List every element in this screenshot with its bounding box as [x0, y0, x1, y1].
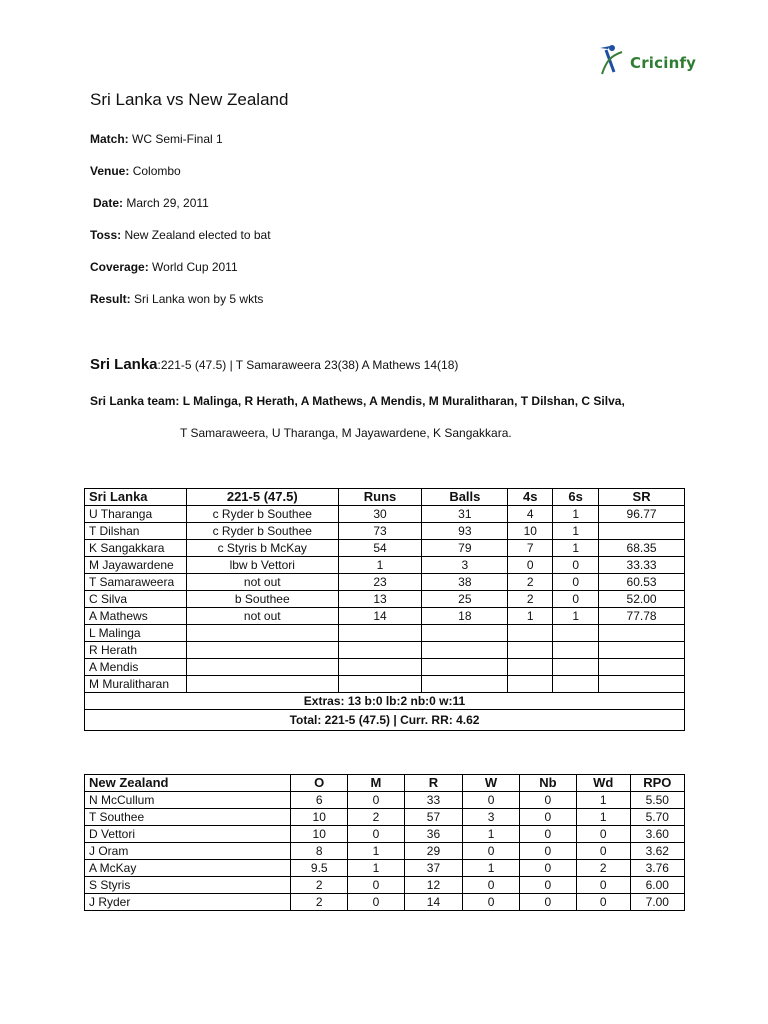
table-cell [422, 659, 508, 676]
table-cell: 30 [338, 506, 422, 523]
table-cell: 0 [463, 894, 520, 911]
table-cell: 10 [291, 809, 348, 826]
logo-text: Cricinfy [630, 54, 697, 72]
table-cell: 0 [519, 877, 576, 894]
batting-row [85, 676, 685, 693]
table-cell: 0 [348, 826, 404, 843]
meta-coverage: Coverage: World Cup 2011 [90, 260, 238, 274]
table-cell: 5.70 [630, 809, 684, 826]
meta-match: Match: WC Semi-Final 1 [90, 132, 223, 146]
table-cell: T Southee [85, 809, 291, 826]
table-cell: 0 [576, 877, 630, 894]
table-cell: 57 [404, 809, 463, 826]
col-maidens: M [348, 775, 404, 792]
table-cell: T Dilshan [85, 523, 187, 540]
table-cell: 7 [508, 540, 553, 557]
table-cell: not out [186, 574, 338, 591]
table-cell: 68.35 [599, 540, 685, 557]
table-cell [186, 625, 338, 642]
table-cell: 36 [404, 826, 463, 843]
table-cell: 0 [348, 792, 404, 809]
table-cell: 29 [404, 843, 463, 860]
table-cell [508, 676, 553, 693]
col-rpo: RPO [630, 775, 684, 792]
table-cell: 5.50 [630, 792, 684, 809]
table-cell: 37 [404, 860, 463, 877]
meta-venue: Venue: Colombo [90, 164, 181, 178]
batting-row [85, 659, 685, 676]
col-score: 221-5 (47.5) [186, 489, 338, 506]
table-cell: J Ryder [85, 894, 291, 911]
table-cell: T Samaraweera [85, 574, 187, 591]
col-runs-conceded: R [404, 775, 463, 792]
table-cell: 79 [422, 540, 508, 557]
table-cell [599, 523, 685, 540]
table-cell: 1 [553, 540, 599, 557]
col-runs: Runs [338, 489, 422, 506]
table-cell: 14 [338, 608, 422, 625]
table-cell [553, 625, 599, 642]
table-cell [186, 642, 338, 659]
batting-row [85, 540, 685, 557]
bowling-row [85, 860, 685, 877]
batting-row [85, 608, 685, 625]
table-cell: 38 [422, 574, 508, 591]
table-cell: C Silva [85, 591, 187, 608]
table-cell: 1 [553, 523, 599, 540]
table-cell [186, 659, 338, 676]
table-cell: J Oram [85, 843, 291, 860]
table-cell [553, 676, 599, 693]
table-cell [508, 659, 553, 676]
table-cell: 2 [576, 860, 630, 877]
table-cell: L Malinga [85, 625, 187, 642]
innings-score: :221-5 (47.5) | T Samaraweera 23(38) A Mathews 14(18) [157, 358, 459, 372]
table-cell: 0 [508, 557, 553, 574]
table-cell: A Mendis [85, 659, 187, 676]
table-cell: 3 [422, 557, 508, 574]
table-cell: 3.62 [630, 843, 684, 860]
bowling-row [85, 877, 685, 894]
meta-toss: Toss: New Zealand elected to bat [90, 228, 271, 242]
batsman-icon [596, 42, 632, 78]
table-cell: 0 [576, 826, 630, 843]
table-cell: 18 [422, 608, 508, 625]
table-cell: 31 [422, 506, 508, 523]
table-cell: 1 [338, 557, 422, 574]
table-cell: c Ryder b Southee [186, 506, 338, 523]
table-cell [553, 642, 599, 659]
table-cell: M Muralitharan [85, 676, 187, 693]
table-cell: 1 [553, 506, 599, 523]
table-cell: 0 [519, 894, 576, 911]
bowling-row [85, 809, 685, 826]
bowling-row [85, 792, 685, 809]
innings-team: Sri Lanka [90, 356, 158, 373]
table-cell: 0 [519, 809, 576, 826]
table-cell: 33 [404, 792, 463, 809]
table-cell: 3 [463, 809, 520, 826]
table-cell [599, 642, 685, 659]
total-row [85, 710, 685, 731]
table-cell: 23 [338, 574, 422, 591]
table-cell: 0 [519, 826, 576, 843]
batting-scorecard [84, 488, 685, 731]
table-cell: 0 [348, 894, 404, 911]
meta-date: Date: March 29, 2011 [93, 196, 209, 210]
table-cell: 10 [508, 523, 553, 540]
table-cell: 54 [338, 540, 422, 557]
total-text: Total: 221-5 (47.5) | Curr. RR: 4.62 [85, 710, 685, 731]
table-cell: 14 [404, 894, 463, 911]
table-cell: 13 [338, 591, 422, 608]
col-no-balls: Nb [519, 775, 576, 792]
bowling-row [85, 826, 685, 843]
table-cell [338, 659, 422, 676]
col-wickets: W [463, 775, 520, 792]
table-cell: 1 [508, 608, 553, 625]
table-cell: A Mathews [85, 608, 187, 625]
table-cell [422, 642, 508, 659]
table-cell: 2 [291, 877, 348, 894]
table-cell: 77.78 [599, 608, 685, 625]
table-cell: 10 [291, 826, 348, 843]
table-cell: 0 [463, 843, 520, 860]
batting-row [85, 574, 685, 591]
table-cell: 0 [463, 792, 520, 809]
table-cell [338, 625, 422, 642]
table-cell: 0 [519, 843, 576, 860]
table-cell: c Ryder b Southee [186, 523, 338, 540]
table-cell: 0 [348, 877, 404, 894]
col-overs: O [291, 775, 348, 792]
table-cell: 9.5 [291, 860, 348, 877]
extras-text: Extras: 13 b:0 lb:2 nb:0 w:11 [85, 693, 685, 710]
table-cell: 1 [348, 860, 404, 877]
batting-row [85, 506, 685, 523]
table-cell: 1 [463, 826, 520, 843]
col-team: Sri Lanka [85, 489, 187, 506]
table-cell: S Styris [85, 877, 291, 894]
cricinfy-logo [596, 42, 736, 78]
table-cell [599, 676, 685, 693]
table-cell: M Jayawardene [85, 557, 187, 574]
table-cell: 0 [553, 591, 599, 608]
table-cell: lbw b Vettori [186, 557, 338, 574]
table-cell: 33.33 [599, 557, 685, 574]
table-cell: 12 [404, 877, 463, 894]
table-cell [422, 676, 508, 693]
table-cell: N McCullum [85, 792, 291, 809]
table-cell: 1 [463, 860, 520, 877]
innings-summary [90, 356, 458, 373]
col-wides: Wd [576, 775, 630, 792]
batting-row [85, 557, 685, 574]
table-cell: 3.60 [630, 826, 684, 843]
bowling-header-row [85, 775, 685, 792]
col-balls: Balls [422, 489, 508, 506]
table-cell: A McKay [85, 860, 291, 877]
table-cell: 0 [576, 894, 630, 911]
bowling-row [85, 894, 685, 911]
bowling-scorecard [84, 774, 685, 911]
table-cell: 0 [553, 557, 599, 574]
bowling-row [85, 843, 685, 860]
table-cell [553, 659, 599, 676]
table-cell: 93 [422, 523, 508, 540]
table-cell [186, 676, 338, 693]
table-cell [338, 676, 422, 693]
table-cell: 0 [519, 792, 576, 809]
table-cell: 96.77 [599, 506, 685, 523]
table-cell: 25 [422, 591, 508, 608]
table-cell: 0 [463, 877, 520, 894]
table-cell: 2 [348, 809, 404, 826]
table-cell: 0 [553, 574, 599, 591]
table-cell: 60.53 [599, 574, 685, 591]
col-sixes: 6s [553, 489, 599, 506]
table-cell [338, 642, 422, 659]
table-cell: c Styris b McKay [186, 540, 338, 557]
table-cell [599, 625, 685, 642]
table-cell: R Herath [85, 642, 187, 659]
table-cell: 6 [291, 792, 348, 809]
table-cell: 73 [338, 523, 422, 540]
team-list-line1: Sri Lanka team: L Malinga, R Herath, A Mathews, A Mendis, M Muralitharan, T Dilshan, C Silva, [90, 394, 625, 408]
table-cell: D Vettori [85, 826, 291, 843]
table-cell: 1 [576, 792, 630, 809]
table-cell: 3.76 [630, 860, 684, 877]
page-title: Sri Lanka vs New Zealand [90, 90, 289, 109]
table-cell: 4 [508, 506, 553, 523]
table-cell: 2 [508, 591, 553, 608]
table-cell: 8 [291, 843, 348, 860]
table-cell: 1 [553, 608, 599, 625]
table-cell: 2 [291, 894, 348, 911]
batting-row [85, 591, 685, 608]
table-cell: not out [186, 608, 338, 625]
batting-row [85, 625, 685, 642]
extras-row [85, 693, 685, 710]
table-cell [508, 642, 553, 659]
table-cell: 7.00 [630, 894, 684, 911]
table-cell [508, 625, 553, 642]
col-bowler: New Zealand [85, 775, 291, 792]
batting-header-row [85, 489, 685, 506]
table-cell [422, 625, 508, 642]
meta-result: Result: Sri Lanka won by 5 wkts [90, 292, 264, 306]
table-cell: 52.00 [599, 591, 685, 608]
team-list-line2: T Samaraweera, U Tharanga, M Jayawardene, K Sangakkara. [180, 426, 512, 440]
table-cell: b Southee [186, 591, 338, 608]
table-cell: K Sangakkara [85, 540, 187, 557]
col-fours: 4s [508, 489, 553, 506]
table-cell: 6.00 [630, 877, 684, 894]
table-cell [599, 659, 685, 676]
table-cell: U Tharanga [85, 506, 187, 523]
table-cell: 1 [348, 843, 404, 860]
table-cell: 1 [576, 809, 630, 826]
table-cell: 0 [519, 860, 576, 877]
col-strike-rate: SR [599, 489, 685, 506]
table-cell: 0 [576, 843, 630, 860]
batting-row [85, 523, 685, 540]
batting-row [85, 642, 685, 659]
table-cell: 2 [508, 574, 553, 591]
